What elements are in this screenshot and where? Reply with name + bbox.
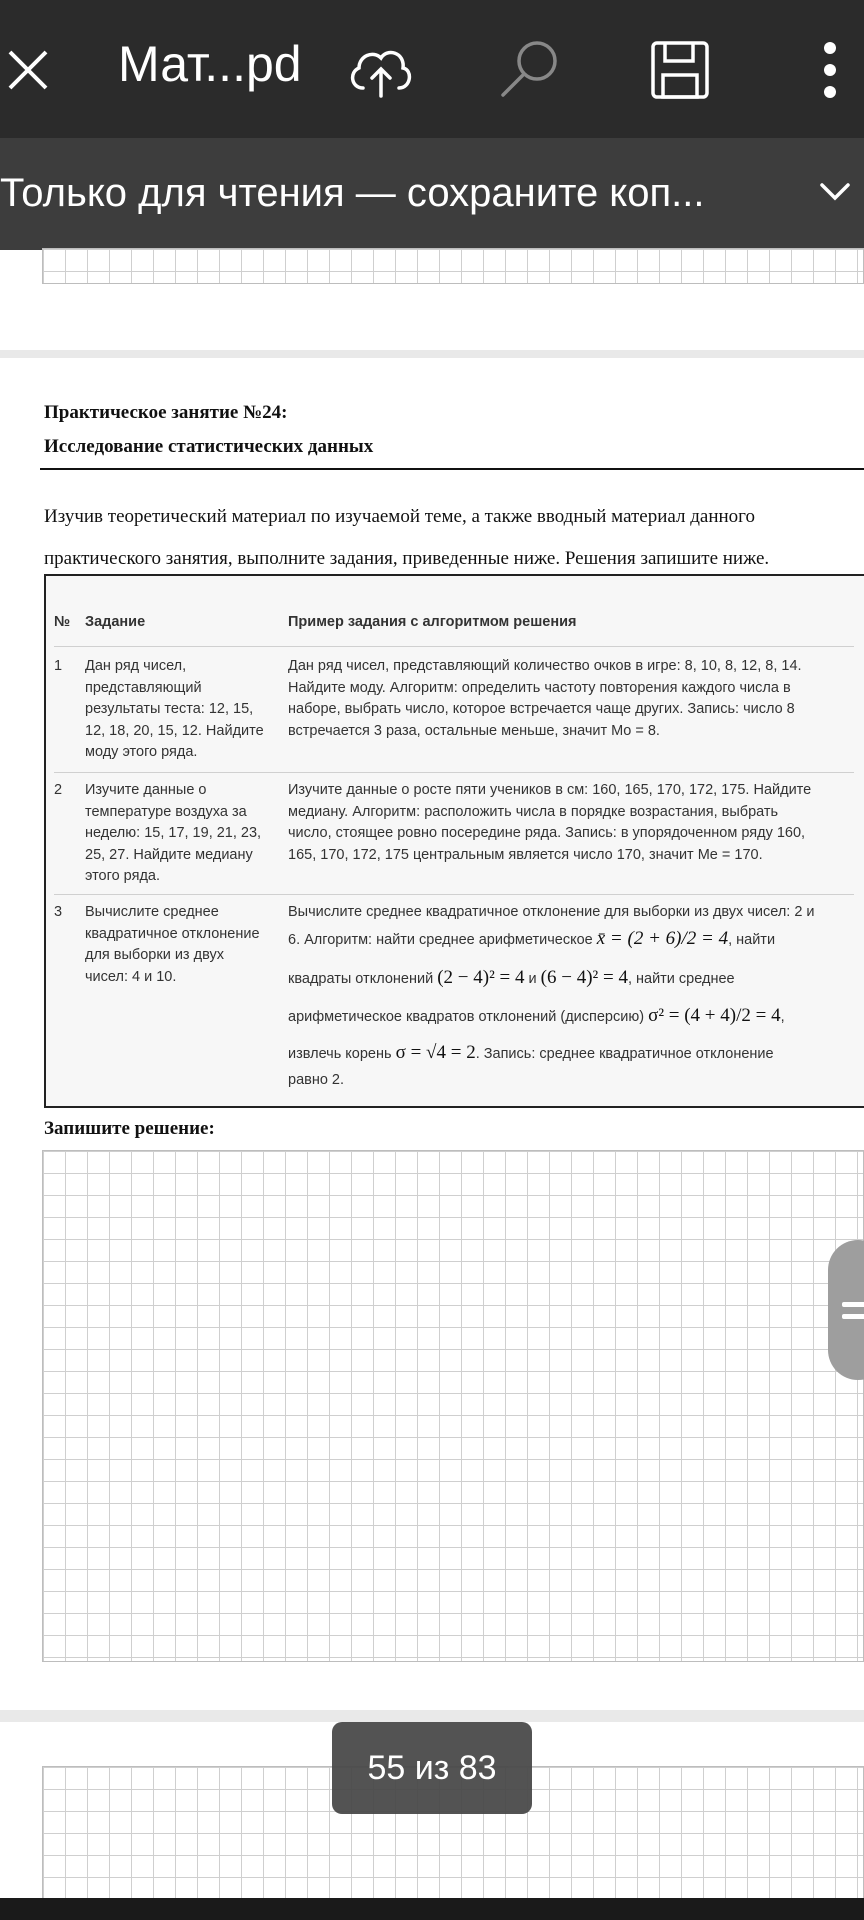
- example-line: Найдите моду. Алгоритм: определить частоту повторения каждого числа в: [288, 679, 791, 696]
- example-text: . Запись: среднее квадратичное отклонение: [475, 1046, 774, 1062]
- previous-page: [0, 250, 864, 350]
- close-button[interactable]: [0, 20, 56, 120]
- table-row-task: [85, 902, 285, 988]
- example-line: медиану. Алгоритм: расположить числа в порядке возрастания, выбрать: [288, 803, 779, 820]
- more-button[interactable]: [810, 20, 850, 120]
- math-formula: x̄ = (2 + 6)/2 = 4: [596, 928, 729, 949]
- example-line: 165, 170, 172, 175 центральным является число 170, значит Me = 170.: [288, 846, 763, 863]
- table-row-example: [288, 902, 862, 1094]
- read-only-banner[interactable]: [0, 138, 864, 250]
- intro-line: Изучив теоретический материал по изучаемой теме, а также вводный материал данного: [44, 506, 755, 527]
- scroll-handle[interactable]: [828, 1240, 864, 1380]
- example-line: Вычислите среднее квадратичное отклонение для выборки из двух чисел: 2 и: [288, 904, 815, 920]
- example-text: , найти среднее: [627, 971, 735, 987]
- table-divider: [54, 646, 854, 647]
- page-heading-line2: Исследование статистических данных: [44, 436, 374, 457]
- task-line: Изучите данные о: [85, 782, 207, 798]
- table-divider: [54, 894, 854, 895]
- table-header-example: Пример задания с алгоритмом решения: [288, 614, 577, 630]
- example-text: и: [524, 971, 541, 987]
- example-text: ,: [780, 1009, 785, 1025]
- task-line: для выборки из двух: [85, 947, 224, 963]
- example-line: Дан ряд чисел, представляющий количество очков в игре: 8, 10, 8, 12, 8, 14.: [288, 658, 802, 674]
- example-line: встречается 3 раза, остальные меньше, значит Mo = 8.: [288, 722, 660, 739]
- task-line: моду этого ряда.: [85, 744, 198, 760]
- table-row-task: [85, 656, 285, 764]
- table-row-example: [288, 780, 862, 866]
- more-vertical-icon: [820, 40, 840, 100]
- close-icon: [4, 46, 52, 94]
- system-bottom-bar: [0, 1898, 864, 1920]
- math-formula: (6 − 4)² = 4: [540, 967, 628, 988]
- task-line: 25, 27. Найдите медиану: [85, 846, 253, 863]
- math-formula: (2 − 4)² = 4: [437, 967, 525, 988]
- solution-grid[interactable]: [42, 1150, 864, 1662]
- table-row-num: 1: [54, 658, 63, 674]
- example-text: арифметическое квадратов отклонений (дисперсию): [288, 1009, 649, 1025]
- example-line: Изучите данные о росте пяти учеников в см: 160, 165, 170, 172, 175. Найдите: [288, 782, 812, 798]
- example-text: квадраты отклонений: [288, 971, 438, 987]
- document-title: Мат...pd: [118, 36, 302, 92]
- intro-text: [44, 496, 834, 580]
- example-line: равно 2.: [288, 1072, 345, 1088]
- example-line: число, стоящее ровно посередине ряда. Запись: в упорядоченном ряду 160,: [288, 825, 806, 841]
- previous-page-grid: [42, 248, 864, 284]
- task-line: квадратичное отклонение: [85, 925, 260, 942]
- table-row-task: [85, 780, 285, 888]
- tasks-table: [44, 574, 864, 1108]
- task-line: неделю: 15, 17, 19, 21, 23,: [85, 825, 262, 841]
- task-line: чисел: 4 и 10.: [85, 968, 177, 985]
- task-line: Вычислите среднее: [85, 904, 219, 920]
- cloud-upload-icon: [345, 40, 415, 100]
- search-icon: [497, 37, 563, 103]
- banner-text: Только для чтения — сохраните коп...: [0, 171, 705, 215]
- table-header-num: №: [54, 614, 71, 630]
- table-row-example: [288, 656, 862, 742]
- upload-button[interactable]: [344, 20, 416, 120]
- task-line: 12, 18, 20, 15, 12. Найдите: [85, 722, 264, 739]
- heading-rule: [40, 468, 864, 470]
- table-row-num: 3: [54, 904, 63, 920]
- chevron-down-icon: [818, 174, 852, 208]
- solution-label: Запишите решение:: [44, 1118, 215, 1139]
- example-text: , найти: [728, 932, 776, 948]
- save-button[interactable]: [648, 20, 712, 120]
- task-line: температуре воздуха за: [85, 803, 247, 820]
- math-formula: σ = √4 = 2: [395, 1042, 476, 1063]
- example-text: извлечь корень: [288, 1046, 396, 1062]
- math-formula: σ² = (4 + 4)/2 = 4: [648, 1005, 781, 1026]
- page-heading-line1: Практическое занятие №24:: [44, 402, 288, 423]
- task-line: Дан ряд чисел,: [85, 658, 187, 674]
- search-button[interactable]: [496, 20, 564, 120]
- table-divider: [54, 772, 854, 773]
- example-line: наборе, выбрать число, которое встречается чаще других. Запись: число 8: [288, 701, 795, 717]
- save-icon: [649, 39, 711, 101]
- example-text: 6. Алгоритм: найти среднее арифметическое: [288, 932, 597, 948]
- top-toolbar: [0, 0, 864, 138]
- banner-expand-button[interactable]: [818, 174, 852, 213]
- table-row-num: 2: [54, 782, 63, 798]
- intro-line: практического занятия, выполните задания, приведенные ниже. Решения запишите ниже.: [44, 548, 770, 569]
- task-line: представляющий: [85, 679, 202, 696]
- task-line: результаты теста: 12, 15,: [85, 701, 254, 717]
- page-indicator: 55 из 83: [332, 1722, 532, 1814]
- table-header-task: Задание: [85, 614, 146, 630]
- task-line: этого ряда.: [85, 868, 160, 884]
